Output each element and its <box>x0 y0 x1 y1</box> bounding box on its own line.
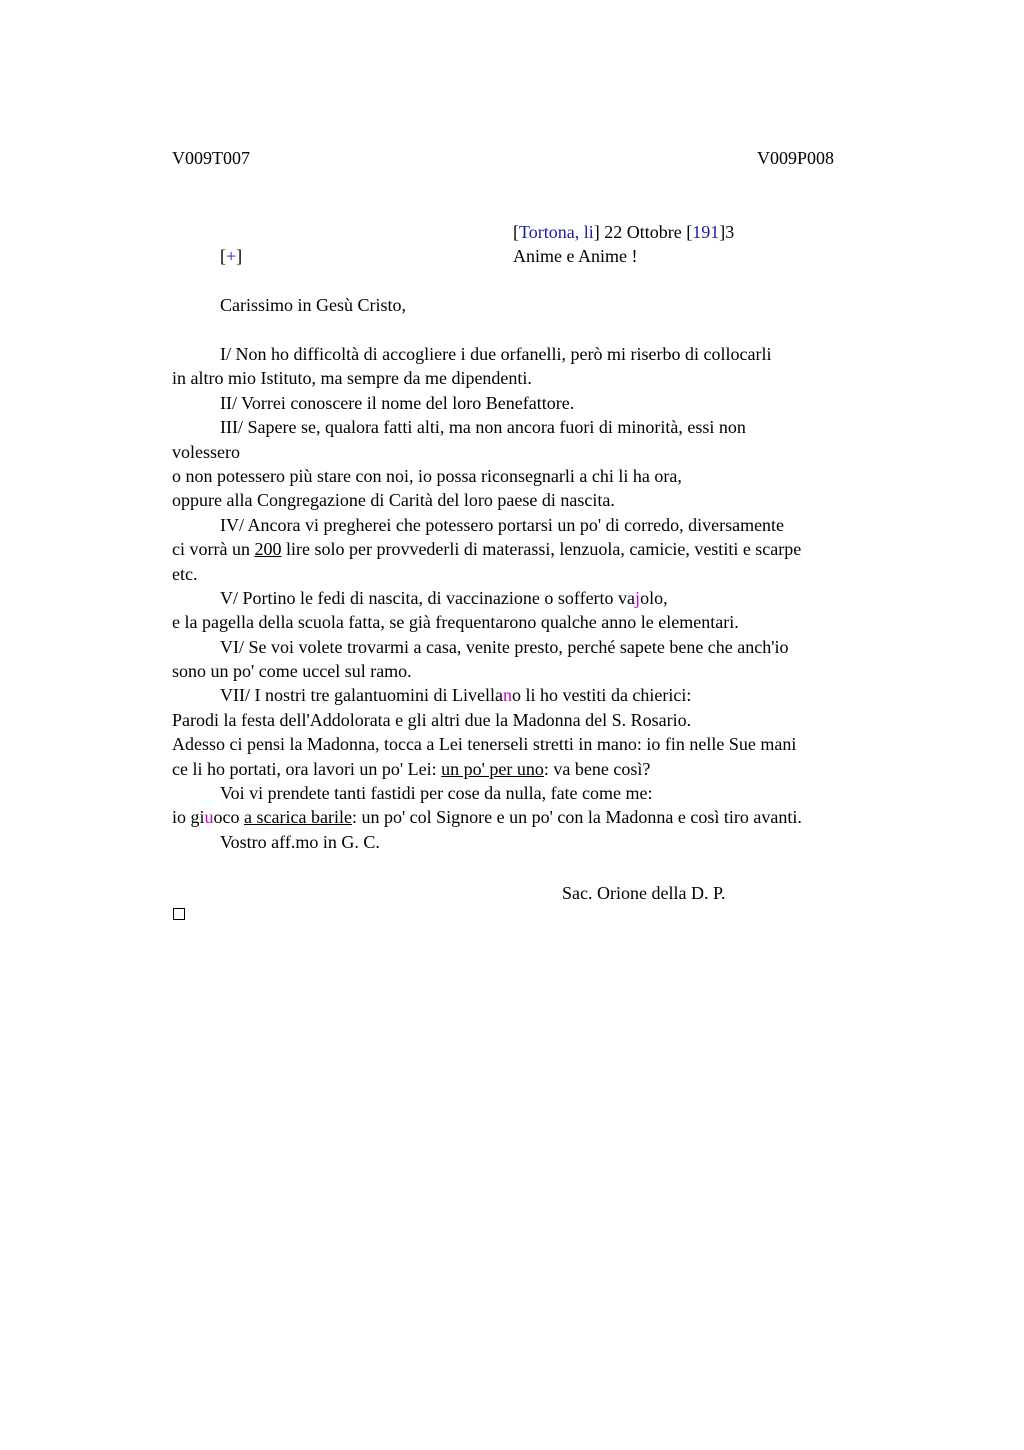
body-line: VII/ I nostri tre galantuomini di Livellano li ho vestiti da chierici: <box>220 685 692 706</box>
body-line: volessero <box>172 441 240 462</box>
dateline-year-prefix: 191 <box>692 222 720 242</box>
motto: Anime e Anime ! <box>513 246 638 266</box>
body-line: II/ Vorrei conoscere il nome del loro Benefattore. <box>220 392 575 413</box>
underlined-phrase: un po' per uno <box>441 758 544 779</box>
header-left-code: V009T007 <box>172 148 250 168</box>
salutation: Carissimo in Gesù Cristo, <box>220 295 407 315</box>
cross-sign: + <box>226 246 237 266</box>
body-line: o non potessero più stare con noi, io possa riconsegnarli a chi li ha ora, <box>172 465 682 486</box>
correction-mark: n <box>502 685 512 706</box>
body-line: Adesso ci pensi la Madonna, tocca a Lei tenerseli stretti in mano: io fin nelle Sue mani <box>172 734 797 755</box>
underlined-amount: 200 <box>254 539 282 560</box>
body-line: III/ Sapere se, qualora fatti alti, ma non ancora fuori di minorità, essi non <box>220 417 746 438</box>
letter-body <box>172 342 902 854</box>
body-line: VI/ Se voi volete trovarmi a casa, venite presto, perché sapete bene che anch'io <box>220 636 789 657</box>
checkbox-icon <box>173 908 185 920</box>
body-line: ci vorrà un 200 lire solo per provvederli di materassi, lenzuola, camicie, vestiti e scarpe <box>172 539 802 560</box>
header-right-code: V009P008 <box>757 148 835 168</box>
body-line: etc. <box>172 563 198 584</box>
body-line: I/ Non ho difficoltà di accogliere i due orfanelli, però mi riserbo di collocarli <box>220 344 772 364</box>
body-line: sono un po' come uccel sul ramo. <box>172 661 412 682</box>
correction-mark: u <box>204 807 214 828</box>
signature: Sac. Orione della D. P. <box>562 883 726 903</box>
body-line: ce li ho portati, ora lavori un po' Lei: un po' per uno: va bene così? <box>172 758 651 779</box>
cross-mark: [+] <box>220 246 243 266</box>
dateline: [Tortona, li] 22 Ottobre [191]3 <box>513 222 735 242</box>
underlined-phrase: a scarica barile <box>244 807 352 828</box>
body-line: Voi vi prendete tanti fastidi per cose da nulla, fate come me: <box>220 783 653 804</box>
dateline-place: Tortona, li <box>519 222 594 242</box>
body-line: e la pagella della scuola fatta, se già frequentarono qualche anno le elementari. <box>172 612 739 633</box>
body-line: io giuoco a scarica barile: un po' col Signore e un po' con la Madonna e così tiro avanti. <box>172 807 802 828</box>
body-line: in altro mio Istituto, ma sempre da me dipendenti. <box>172 368 532 389</box>
correction-mark: j <box>635 587 641 608</box>
body-line: V/ Portino le fedi di nascita, di vaccinazione o sofferto vajolo, <box>220 587 668 608</box>
body-line: oppure alla Congregazione di Carità del loro paese di nascita. <box>172 490 615 511</box>
body-line: IV/ Ancora vi pregherei che potessero portarsi un po' di corredo, diversamente <box>220 514 785 535</box>
body-line: Parodi la festa dell'Addolorata e gli altri due la Madonna del S. Rosario. <box>172 709 692 730</box>
closing-line: Vostro aff.mo in G. C. <box>220 831 380 852</box>
